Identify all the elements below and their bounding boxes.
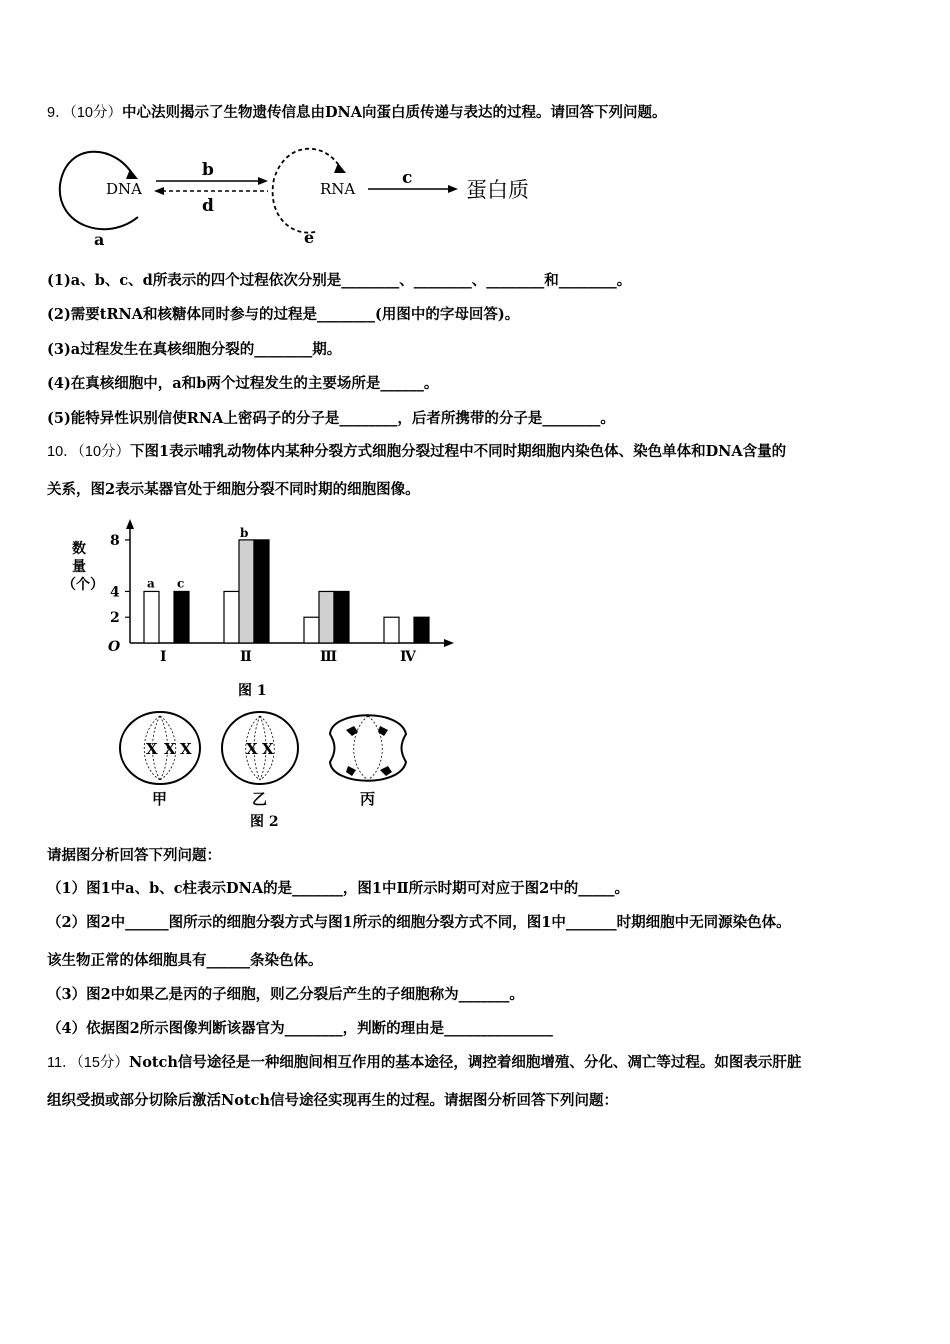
q9-header-text: 中心法则揭示了生物遗传信息由DNA向蛋白质传递与表达的过程。请回答下列问题。 bbox=[121, 104, 667, 121]
x-tick-label: Ⅰ bbox=[160, 649, 167, 665]
q10-sub4: （4）依据图2所示图像判断该器官为________，判断的理由是_______________ bbox=[47, 1020, 553, 1037]
y-axis-label: 数 bbox=[72, 541, 86, 557]
diagram-c-label: c bbox=[402, 168, 413, 188]
cell-label-yi: 乙 bbox=[252, 790, 268, 808]
figure1-bar-chart bbox=[60, 515, 460, 700]
bar-a bbox=[144, 591, 159, 643]
diagram-rna-label: RNA bbox=[320, 180, 356, 198]
q11-header bbox=[47, 1053, 910, 1073]
jia-chromosome: X bbox=[180, 740, 192, 758]
origin-label: O bbox=[108, 639, 121, 655]
bar-c bbox=[254, 540, 269, 643]
diagram-dna-label: DNA bbox=[106, 180, 142, 198]
bar-b bbox=[319, 591, 334, 643]
bar-c bbox=[174, 591, 189, 643]
bar-a bbox=[304, 617, 319, 643]
q11-header-text: Notch信号途径是一种细胞间相互作用的基本途径，调控着细胞增殖、分化、凋亡等过程。如图表示肝脏 bbox=[128, 1054, 802, 1071]
jia-chromosome: X bbox=[146, 740, 158, 758]
q10-header-text: 下图1表示哺乳动物体内某种分裂方式细胞分裂过程中不同时期细胞内染色体、染色单体和DNA含量的 bbox=[130, 443, 787, 460]
cell-label-jia: 甲 bbox=[152, 790, 168, 808]
y-tick-label: 2 bbox=[110, 610, 120, 627]
diagram-protein-label: 蛋白质 bbox=[466, 178, 529, 202]
q10-sub2-cont: 该生物正常的体细胞具有______条染色体。 bbox=[47, 952, 323, 969]
y-tick-label: 4 bbox=[110, 584, 120, 601]
jia-chromosome: X bbox=[164, 740, 176, 758]
y-axis-label: （个） bbox=[62, 577, 104, 593]
yi-chromosome: X bbox=[262, 740, 274, 758]
q9-sub2: (2)需要tRNA和核糖体同时参与的过程是________(用图中的字母回答)。 bbox=[47, 306, 520, 323]
central-dogma-diagram bbox=[46, 135, 566, 255]
bar-series-label: c bbox=[177, 576, 185, 591]
q9-sub3: (3)a过程发生在真核细胞分裂的________期。 bbox=[47, 341, 342, 358]
q10-number: 10．（10分） bbox=[47, 444, 131, 460]
yi-chromosome: X bbox=[246, 740, 258, 758]
bar-a bbox=[384, 617, 399, 643]
cell-bing bbox=[330, 715, 406, 781]
q11-header-cont: 组织受损或部分切除后激活Notch信号途径实现再生的过程。请据图分析回答下列问题： bbox=[47, 1092, 618, 1109]
q10-header-cont: 关系，图2表示某器官处于细胞分裂不同时期的细胞图像。 bbox=[47, 481, 420, 498]
q11-number: 11．（15分） bbox=[47, 1055, 129, 1071]
bar-series-label: b bbox=[240, 525, 249, 540]
q10-header bbox=[47, 442, 910, 462]
diagram-b-label: b bbox=[202, 160, 214, 180]
cell-label-bing: 丙 bbox=[360, 790, 376, 808]
q10-sub3: （3）图2中如果乙是丙的子细胞，则乙分裂后产生的子细胞称为_______。 bbox=[47, 986, 524, 1003]
y-axis-arrow bbox=[126, 519, 134, 529]
cell-yi bbox=[222, 712, 298, 784]
y-tick-label: 8 bbox=[110, 532, 120, 549]
diagram-e-label: e bbox=[304, 228, 315, 247]
bar-a bbox=[224, 591, 239, 643]
x-tick-label: Ⅲ bbox=[320, 649, 338, 665]
fig2-caption: 图 2 bbox=[250, 814, 279, 830]
x-tick-label: Ⅱ bbox=[240, 649, 252, 665]
q9-sub5: (5)能特异性识别信使RNA上密码子的分子是________，后者所携带的分子是________。 bbox=[47, 410, 615, 427]
bar-c bbox=[414, 617, 429, 643]
x-axis-arrow bbox=[444, 639, 454, 647]
cell-jia bbox=[120, 712, 200, 784]
fig1-caption: 图 1 bbox=[238, 683, 267, 699]
bar-b bbox=[239, 540, 254, 643]
diagram-d-label: d bbox=[202, 196, 214, 216]
q10-sub2: （2）图2中______图所示的细胞分裂方式与图1所示的细胞分裂方式不同，图1中_______时期细胞中无同源染色体。 bbox=[47, 914, 791, 931]
q9-sub4: (4)在真核细胞中，a和b两个过程发生的主要场所是______。 bbox=[47, 375, 439, 392]
q10-sub1: （1）图1中a、b、c柱表示DNA的是_______，图1中Ⅱ所示时期可对应于图2中的_____。 bbox=[47, 880, 630, 897]
diagram-a-label: a bbox=[94, 230, 105, 249]
q9-sub1: (1)a、b、c、d所表示的四个过程依次分别是________、________、________和________。 bbox=[47, 272, 632, 289]
figure2-cells bbox=[110, 704, 430, 834]
chart-bars bbox=[144, 540, 429, 643]
bar-c bbox=[334, 591, 349, 643]
q9-number: 9．（10分） bbox=[47, 105, 122, 121]
q9-header bbox=[47, 103, 910, 123]
q10-intro: 请据图分析回答下列问题： bbox=[47, 847, 221, 864]
y-axis-label: 量 bbox=[72, 559, 86, 575]
bar-series-label: a bbox=[147, 576, 155, 591]
x-tick-label: Ⅳ bbox=[400, 649, 416, 665]
